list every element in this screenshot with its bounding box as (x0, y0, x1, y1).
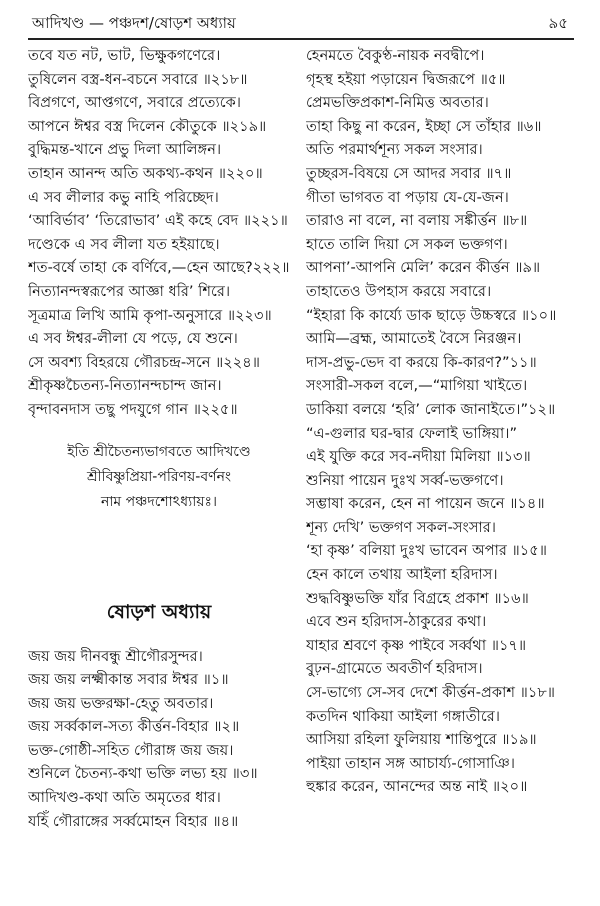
verse-line: জয় জয় ভক্তরক্ষা-হেতু অবতার। (28, 694, 214, 712)
verse-line: হেন কালে তথায় আইলা হরিদাস। (306, 566, 498, 584)
running-header (32, 12, 568, 34)
page-number: ৯৫ (548, 14, 568, 32)
verse-line: যহিঁ গৌরাঙ্গের সর্ব্বমোহন বিহার ॥৪॥ (28, 812, 239, 830)
verse-line: সূত্রমাত্র লিখি আমি কৃপা-অনুসারে ॥২২৩॥ (28, 306, 272, 324)
verse-line: বুদ্ধিমন্ত-খানে প্রভু দিলা আলিঙ্গন। (28, 141, 222, 159)
verse-line: তুষিলেন বস্ত্র-ধন-বচনে সবারে ॥২১৮॥ (28, 70, 248, 88)
verse-line: আপনে ঈশ্বর বস্ত্র দিলেন কৌতুকে ॥২১৯॥ (28, 117, 267, 135)
verse-line: তুচ্ছরস-বিষয়ে সে আদর সবার ॥৭॥ (306, 164, 512, 182)
verse-line: তাহা কিছু না করেন, ইচ্ছা সে তাঁহার ॥৬॥ (306, 117, 542, 135)
verse-line: জয় জয় লক্ষ্মীকান্ত সবার ঈশ্বর ॥১॥ (28, 671, 229, 689)
verse-line: সম্ভাষা করেন, হেন না পায়েন জনে ॥১৪॥ (306, 495, 545, 513)
verse-line: জয় জয় দীনবন্ধু শ্রীগৌরসুন্দর। (28, 647, 203, 665)
verse-line: তাহান আনন্দ অতি অকথ্য-কথন ॥২২০॥ (28, 164, 263, 182)
verse-line: আসিয়া রহিলা ফুলিয়ায় শান্তিপুরে ॥১৯॥ (306, 731, 537, 749)
colophon-line: শ্রীবিষ্ণুপ্রিয়া-পরিণয়-বর্ণনং (87, 468, 231, 485)
verse-line: তাহাতেও উপহাস করয়ে সবারে। (306, 282, 492, 300)
right-column (306, 44, 578, 799)
verse-line: হেনমতে বৈকুণ্ঠ-নায়ক নবদ্বীপে। (306, 47, 485, 64)
header-title: আদিখণ্ড — পঞ্চদশ/ষোড়শ অধ্যায় (32, 14, 236, 32)
verse-line: বুঢ়ন-গ্রামেতে অবতীর্ণ হরিদাস। (306, 660, 483, 678)
verse-line: এ সব ঈশ্বর-লীলা যে পড়ে, যে শুনে। (28, 330, 238, 348)
verse-line: গীতা ভাগবত বা পড়ায় যে-যে-জন। (306, 188, 509, 206)
verse-line: আদিখণ্ড-কথা অতি অমৃতের ধার। (28, 789, 221, 807)
colophon-line: নাম পঞ্চদশোঽধ্যায়ঃ। (101, 493, 217, 510)
verse-line: অতি পরমার্থশূন্য সকল সংসার। (306, 141, 483, 159)
verse-line: ডাকিয়া বলয়ে ‘হরি’ লোক জানাইতে।”১২॥ (306, 400, 556, 418)
header-rule (28, 38, 574, 40)
verse-line: শত-বর্ষে তাহা কে বর্ণিবে,—হেন আছে?২২২॥ (28, 259, 290, 277)
verse-block-ch15 (28, 44, 290, 422)
left-column (28, 44, 290, 833)
verse-line: সে অবশ্য বিহরয়ে গৌরচন্দ্র-সনে ॥২২৪॥ (28, 353, 261, 371)
verse-line: কতদিন থাকিয়া আইলা গঙ্গাতীরে। (306, 707, 500, 725)
verse-line: যাহার শ্রবণে কৃষ্ণ পাইবে সর্ব্বথা ॥১৭॥ (306, 636, 527, 654)
chapter-colophon (28, 440, 290, 515)
verse-line: সে-ভাগ্যে সে-সব দেশে কীর্ত্তন-প্রকাশ ॥১৮॥ (306, 684, 556, 702)
verse-line: হাতে তালি দিয়া সে সকল ভক্তগণ। (306, 235, 508, 253)
verse-block-ch16 (28, 645, 290, 834)
verse-line: পাইয়া তাহান সঙ্গ আচার্য্য-গোসাঞি। (306, 754, 516, 772)
verse-line: শূন্য দেখি’ ভক্তগণ সকল-সংসার। (306, 518, 496, 536)
verse-line: বৃন্দাবনদাস তছু পদযুগে গান ॥২২৫॥ (28, 400, 238, 418)
verse-line: নিত্যানন্দস্বরূপের আজ্ঞা ধরি’ শিরে। (28, 282, 231, 300)
verse-line: “এ-গুলার ঘর-দ্বার ফেলাই ভাঙ্গিয়া।” (306, 424, 518, 442)
verse-line: আমি—ব্রহ্ম, আমাতেই বৈসে নিরঞ্জন। (306, 330, 522, 348)
verse-line: শুদ্ধবিষ্ণুভক্তি যাঁর বিগ্রহে প্রকাশ ॥১৬॥ (306, 589, 529, 607)
colophon-line: ইতি শ্রীচৈতন্যভাগবতে আদিখণ্ডে (67, 443, 251, 460)
verse-line: শ্রীকৃষ্ণচৈতন্য-নিত্যানন্দচান্দ জান। (28, 377, 222, 395)
verse-line: দাস-প্রভু-ভেদ বা করয়ে কি-কারণ?”১১॥ (306, 353, 537, 371)
verse-line: সংসারী-সকল বলে,—“মাগিয়া খাইতে। (306, 377, 528, 395)
chapter-heading: ষোড়শ অধ্যায় (106, 600, 212, 623)
verse-line: তারাও না বলে, না বলায় সঙ্কীর্ত্তন ॥৮॥ (306, 212, 528, 230)
verse-line: শুনিয়া পায়েন দুঃখ সর্ব্ব-ভক্তগণে। (306, 471, 504, 489)
verse-line: “ইহারা কি কার্য্যে ডাক ছাড়ে উচ্চস্বরে ॥১০॥ (306, 306, 557, 324)
verse-line: হুঙ্কার করেন, আনন্দের অন্ত নাই ॥২০॥ (306, 778, 528, 796)
verse-line: ‘হা কৃষ্ণ’ বলিয়া দুঃখ ভাবেন অপার ॥১৫॥ (306, 542, 547, 560)
verse-line: এবে শুন হরিদাস-ঠাকুরের কথা। (306, 613, 487, 631)
verse-line: জয় সর্ব্বকাল-সত্য কীর্ত্তন-বিহার ॥২॥ (28, 718, 240, 736)
verse-line: বিপ্রগণে, আপ্তগণে, সবারে প্রত্যেকে। (28, 94, 242, 112)
verse-line: ‘আবির্ভাব’ ‘তিরোভাব’ এই কহে বেদ ॥২২১॥ (28, 212, 288, 230)
verse-line: গৃহস্থ হইয়া পড়ায়েন দ্বিজরূপে ॥৫॥ (306, 70, 506, 88)
verse-line: প্রেমভক্তিপ্রকাশ-নিমিত্ত অবতার। (306, 94, 489, 112)
verse-line: শুনিলে চৈতন্য-কথা ভক্তি লভ্য হয় ॥৩॥ (28, 765, 258, 783)
verse-line: তবে যত নট, ভাট, ভিক্ষুকগণেরে। (28, 47, 221, 64)
verse-block-right (306, 44, 578, 799)
verse-line: আপনা’-আপনি মেলি’ করেন কীর্ত্তন ॥৯॥ (306, 259, 541, 277)
verse-line: দণ্ডেকে এ সব লীলা যত হইয়াছে। (28, 235, 220, 253)
verse-line: ভক্ত-গোষ্ঠী-সহিত গৌরাঙ্গ জয় জয়। (28, 741, 234, 759)
verse-line: এই যুক্তি করে সব-নদীয়া মিলিয়া ॥১৩॥ (306, 448, 531, 466)
verse-line: এ সব লীলার কভু নাহি পরিচ্ছেদ। (28, 188, 219, 206)
